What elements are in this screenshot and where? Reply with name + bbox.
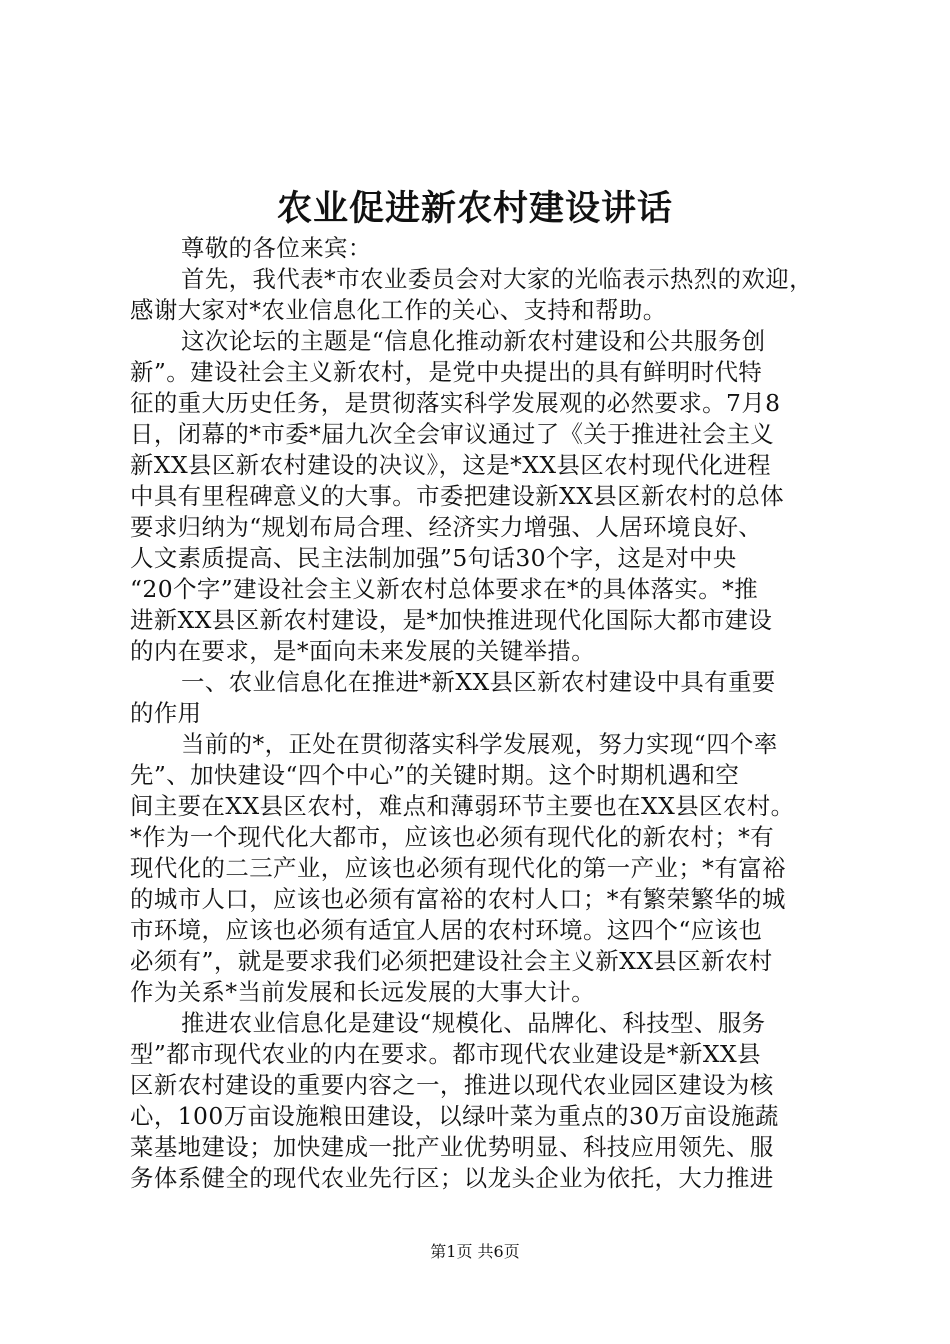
text-line: 日，闭幕的*市委*届九次全会审议通过了《关于推进社会主义 (130, 420, 775, 448)
text-line: 尊敬的各位来宾： (181, 234, 372, 262)
section-heading-line: 一、农业信息化在推进*新XX县区新农村建设中具有重要 (181, 668, 776, 696)
text-line: 首先，我代表*市农业委员会对大家的光临表示热烈的欢迎， (181, 265, 813, 293)
section-heading-line: 的作用 (130, 699, 202, 727)
text-line: 间主要在XX县区农村，难点和薄弱环节主要也在XX县区农村。 (130, 792, 795, 820)
text-line: 这次论坛的主题是“信息化推动新农村建设和公共服务创 (181, 327, 766, 355)
text-line: 现代化的二三产业，应该也必须有现代化的第一产业；*有富裕 (130, 854, 786, 882)
text-line: 菜基地建设；加快建成一批产业优势明显、科技应用领先、服 (130, 1133, 774, 1161)
text-line: 当前的*，正处在贯彻落实科学发展观，努力实现“四个率 (181, 730, 778, 758)
text-line: 感谢大家对*农业信息化工作的关心、支持和帮助。 (130, 296, 667, 324)
document-title: 农业促进新农村建设讲话 (276, 188, 673, 229)
text-line: 先”、加快建设“四个中心”的关键时期。这个时期机遇和空 (130, 761, 740, 789)
text-line: 的内在要求，是*面向未来发展的关键举措。 (130, 637, 596, 665)
text-line: 人文素质提高、民主法制加强”5句话30个字，这是对中央 (130, 544, 737, 572)
text-line: 的城市人口，应该也必须有富裕的农村人口；*有繁荣繁华的城 (130, 885, 786, 913)
text-line: 必须有”，就是要求我们必须把建设社会主义新XX县区新农村 (130, 947, 773, 975)
text-line: “20个字”建设社会主义新农村总体要求在*的具体落实。*推 (130, 575, 759, 603)
text-line: 区新农村建设的重要内容之一，推进以现代农业园区建设为核 (130, 1071, 774, 1099)
text-line: 作为关系*当前发展和长远发展的大事大计。 (130, 978, 596, 1006)
text-line: *作为一个现代化大都市，应该也必须有现代化的新农村；*有 (130, 823, 775, 851)
document-body (130, 233, 842, 1194)
text-line: 要求归纳为“规划布局合理、经济实力增强、人居环境良好、 (130, 513, 763, 541)
text-line: 新”。建设社会主义新农村，是党中央提出的具有鲜明时代特 (130, 358, 763, 386)
text-line: 型”都市现代农业的内在要求。都市现代农业建设是*新XX县 (130, 1040, 761, 1068)
text-line: 务体系健全的现代农业先行区；以龙头企业为依托，大力推进 (130, 1164, 774, 1192)
page-footer: 第1页 共6页 (430, 1242, 520, 1261)
text-line: 征的重大历史任务，是贯彻落实科学发展观的必然要求。7月8 (130, 389, 781, 417)
text-line: 进新XX县区新农村建设，是*加快推进现代化国际大都市建设 (130, 606, 773, 634)
text-line: 新XX县区新农村建设的决议》，这是*XX县区农村现代化进程 (130, 451, 772, 479)
text-line: 心，100万亩设施粮田建设，以绿叶菜为重点的30万亩设施蔬 (130, 1102, 779, 1130)
text-line: 市环境，应该也必须有适宜人居的农村环境。这四个“应该也 (130, 916, 763, 944)
text-line: 推进农业信息化是建设“规模化、品牌化、科技型、服务 (181, 1009, 766, 1037)
text-line: 中具有里程碑意义的大事。市委把建设新XX县区新农村的总体 (130, 482, 785, 510)
